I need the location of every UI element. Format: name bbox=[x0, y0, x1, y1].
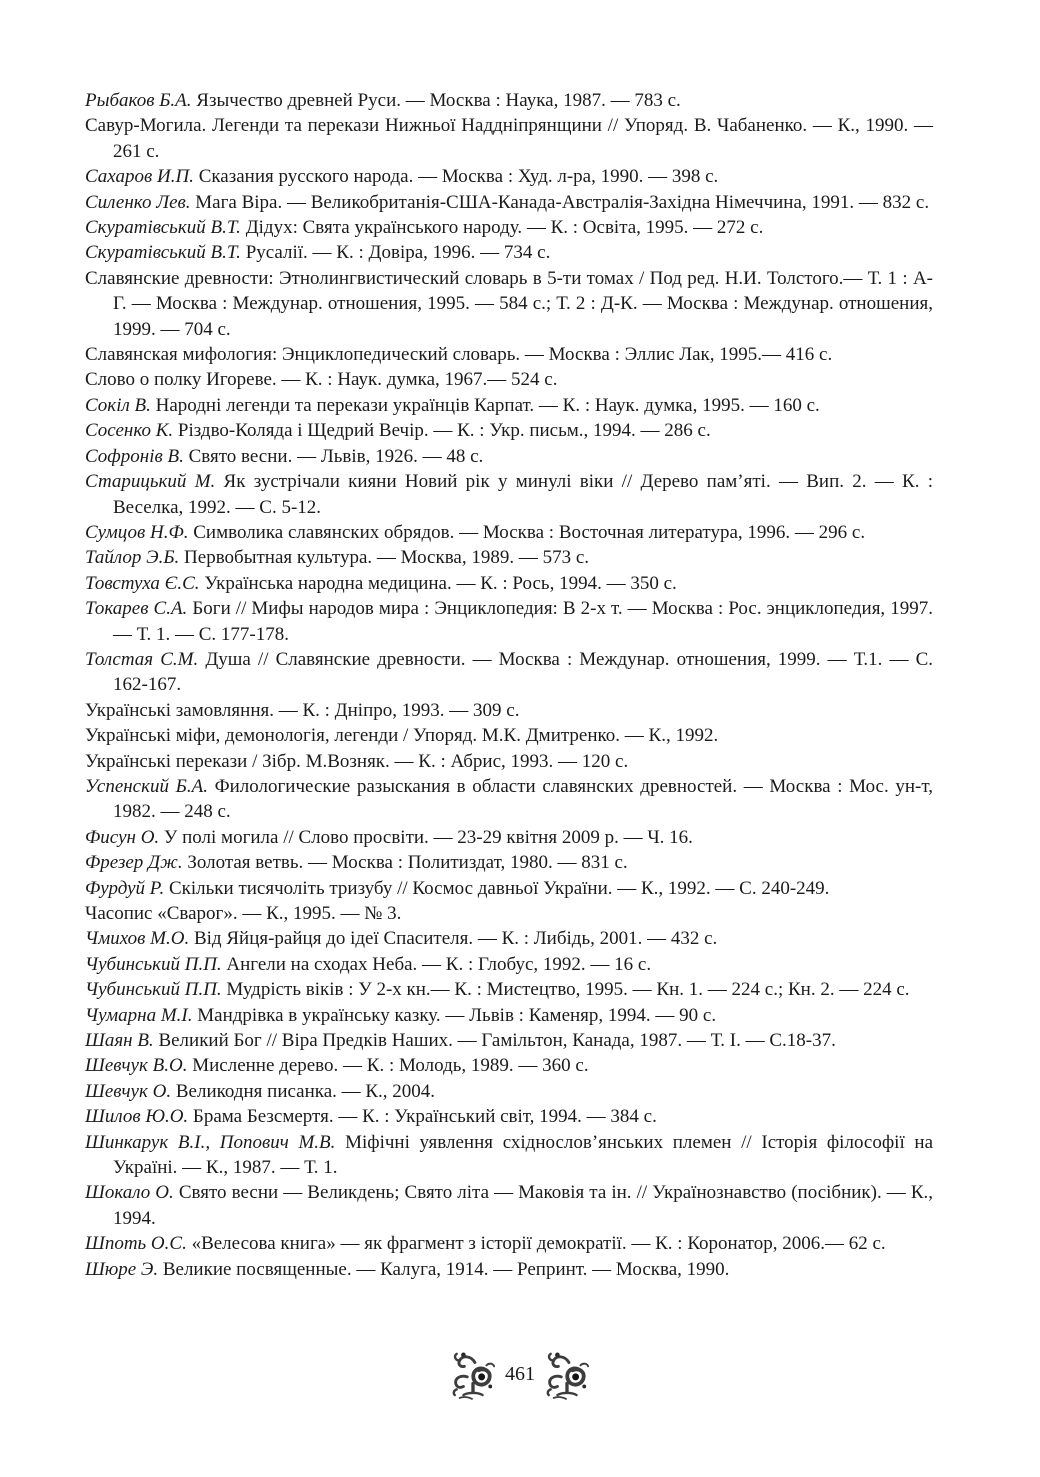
entry-text: Филологические разыскания в области славянских древностей. — Москва : Мос. ун-т, 1982. — 248 с. bbox=[113, 775, 934, 823]
entry-text: Свято весни — Великдень; Свято літа — Маковія та ін. // Українознавство (посібник). — К., 1994. bbox=[113, 1182, 934, 1229]
entry-text: Великий Бог // Віра Предків Наших. — Гамільтон, Канада, 1987. — Т. І. — С.18-37. bbox=[158, 1030, 836, 1052]
entry-text: Боги // Мифы народов мира : Энциклопедия: В 2-х т. — Москва : Рос. энциклопедия, 1997. — Т. 1. — С. 177-178. bbox=[113, 598, 933, 645]
bibliography-entry bbox=[85, 926, 933, 951]
page-footer bbox=[0, 1348, 1040, 1400]
page-number: 461 bbox=[505, 1362, 535, 1385]
bibliography-entry bbox=[85, 444, 933, 469]
bibliography-entry bbox=[85, 1028, 933, 1053]
bibliography-entry bbox=[85, 1079, 933, 1104]
entry-author: Софронів В. bbox=[85, 445, 184, 467]
bibliography-entry bbox=[85, 240, 933, 265]
entry-author: Скуратівський В.Т. bbox=[85, 242, 241, 264]
bibliography-entry bbox=[85, 215, 933, 240]
entry-author: Шилов Ю.О. bbox=[85, 1106, 189, 1128]
entry-text: Свято весни. — Львів, 1926. — 48 с. bbox=[188, 445, 484, 467]
bibliography-entry bbox=[85, 367, 933, 392]
bibliography-entry bbox=[85, 876, 933, 901]
bibliography-entry bbox=[85, 1231, 933, 1256]
bibliography-entry bbox=[85, 469, 933, 520]
fleuron-ornament-right-icon bbox=[544, 1348, 590, 1400]
entry-author: Шевчук О. bbox=[85, 1080, 172, 1102]
bibliography-entry bbox=[85, 774, 933, 825]
entry-text: Різдво-Коляда і Щедрий Вечір. — К. : Укр. письм., 1994. — 286 с. bbox=[177, 420, 711, 442]
entry-text: Народні легенди та перекази українців Карпат. — К. : Наук. думка, 1995. — 160 с. bbox=[155, 394, 820, 416]
entry-author: Фурдуй Р. bbox=[85, 877, 165, 899]
bibliography-entry bbox=[85, 647, 933, 698]
entry-text: Українські перекази / Зібр. М.Возняк. — К. : Абрис, 1993. — 120 с. bbox=[85, 750, 629, 772]
bibliography-entry bbox=[85, 88, 933, 113]
bibliography-entry bbox=[85, 1130, 933, 1181]
bibliography-entry bbox=[85, 164, 933, 189]
entry-author: Чмихов М.О. bbox=[85, 928, 190, 950]
entry-text: Мудрість віків : У 2-х кн.— К. : Мистецтво, 1995. — Кн. 1. — 224 с.; Кн. 2. — 224 с. bbox=[226, 979, 910, 1001]
bibliography-entry bbox=[85, 418, 933, 443]
entry-author: Толстая С.М. bbox=[85, 648, 199, 670]
entry-text: «Велесова книга» — як фрагмент з історії демократії. — К. : Коронатор, 2006.— 62 с. bbox=[191, 1233, 886, 1255]
entry-text: Часопис «Сварог». — К., 1995. — № 3. bbox=[85, 903, 402, 924]
bibliography-entry bbox=[85, 596, 933, 647]
bibliography-entry bbox=[85, 520, 933, 545]
entry-text: Савур-Могила. Легенди та перекази Нижньої Наддніпрянщини // Упоряд. В. Чабаненко. — К., 1990. — 261 с. bbox=[85, 115, 933, 162]
entry-text: Скільки тисячоліть тризубу // Космос давньої України. — К., 1992. — С. 240-249. bbox=[168, 877, 830, 899]
bibliography-entry bbox=[85, 1180, 933, 1231]
fleuron-ornament-left-icon bbox=[450, 1348, 496, 1400]
entry-author: Успенский Б.А. bbox=[85, 775, 208, 797]
entry-author: Фисун О. bbox=[85, 826, 160, 848]
entry-text: Ангели на сходах Неба. — К. : Глобус, 1992. — 16 с. bbox=[226, 953, 652, 975]
entry-author: Фрезер Дж. bbox=[85, 852, 183, 874]
entry-author: Тайлор Э.Б. bbox=[85, 547, 180, 569]
entry-text: Як зустрічали кияни Новий рік у минулі віки // Дерево пам’яті. — Вип. 2. — К. : Веселка, 1992. — С. 5-12. bbox=[113, 471, 933, 518]
entry-text: Символика славянских обрядов. — Москва : Восточная литература, 1996. — 296 с. bbox=[193, 521, 866, 543]
bibliography-entry bbox=[85, 825, 933, 850]
bibliography-entry bbox=[85, 190, 933, 215]
entry-author: Чумарна М.І. bbox=[85, 1004, 193, 1026]
bibliography-entry bbox=[85, 113, 933, 164]
entry-text: Славянские древности: Этнолингвистический словарь в 5-ти томах / Под ред. Н.И. Толстого.— Т. 1 : А-Г. — Москва : Междунар. отношения, 1995. — 584 с.; Т. 2 : Д-К. — Москва : Междунар. отношения, 1999. — 704 с. bbox=[85, 267, 933, 340]
bibliography-entry bbox=[85, 977, 933, 1002]
entry-text: Великодня писанка. — К., 2004. bbox=[175, 1080, 436, 1102]
entry-text: Великие посвященные. — Калуга, 1914. — Репринт. — Москва, 1990. bbox=[162, 1258, 730, 1280]
entry-text: Мандрівка в українську казку. — Львів : Каменяр, 1994. — 90 с. bbox=[197, 1004, 717, 1026]
entry-text: Українські замовляння. — К. : Дніпро, 1993. — 309 с. bbox=[85, 699, 520, 721]
entry-text: Дідух: Свята українського народу. — К. : Освіта, 1995. — 272 с. bbox=[245, 217, 764, 239]
entry-author: Шаян В. bbox=[85, 1030, 154, 1052]
bibliography-entry bbox=[85, 850, 933, 875]
bibliography-entry bbox=[85, 901, 933, 926]
bibliography-entry bbox=[85, 723, 933, 748]
entry-author: Шинкарук В.І., Попович М.В. bbox=[85, 1131, 336, 1153]
entry-text: Мага Віра. — Великобританія-США-Канада-Австралія-Західна Німеччина, 1991. — 832 с. bbox=[195, 191, 930, 213]
entry-author: Шокало О. bbox=[85, 1182, 174, 1204]
bibliography-entry bbox=[85, 749, 933, 774]
entry-text: У полі могила // Слово просвіти. — 23-29 квітня 2009 р. — Ч. 16. bbox=[163, 826, 693, 848]
entry-text: Мисленне дерево. — К. : Молодь, 1989. — 360 с. bbox=[192, 1055, 589, 1077]
entry-text: Славянская мифология: Энциклопедический словарь. — Москва : Эллис Лак, 1995.— 416 с. bbox=[85, 344, 833, 366]
entry-author: Товстуха Є.С. bbox=[85, 572, 200, 594]
bibliography-entry bbox=[85, 1003, 933, 1028]
entry-text: Українська народна медицина. — К. : Рось, 1994. — 350 с. bbox=[204, 572, 677, 594]
bibliography-entry bbox=[85, 266, 933, 342]
bibliography-entry bbox=[85, 393, 933, 418]
entry-text: Первобытная культура. — Москва, 1989. — 573 с. bbox=[184, 547, 590, 569]
entry-text: Сказания русского народа. — Москва : Худ. л-ра, 1990. — 398 с. bbox=[198, 166, 719, 188]
bibliography-entry bbox=[85, 571, 933, 596]
entry-text: Українські міфи, демонологія, легенди / Упоряд. М.К. Дмитренко. — К., 1992. bbox=[85, 725, 719, 747]
entry-text: Золотая ветвь. — Москва : Политиздат, 1980. — 831 с. bbox=[187, 852, 628, 874]
entry-author: Сахаров И.П. bbox=[85, 166, 194, 188]
entry-author: Токарев С.А. bbox=[85, 598, 188, 620]
entry-author: Силенко Лев. bbox=[85, 191, 191, 213]
entry-text: Слово о полку Игореве. — К. : Наук. думка, 1967.— 524 с. bbox=[85, 369, 558, 391]
bibliography-entry bbox=[85, 698, 933, 723]
entry-author: Сосенко К. bbox=[85, 420, 174, 442]
bibliography-entry bbox=[85, 1053, 933, 1078]
entry-author: Сумцов Н.Ф. bbox=[85, 521, 189, 543]
entry-text: Душа // Славянские древности. — Москва : Междунар. отношения, 1999. — Т.1. — С. 162-167. bbox=[113, 648, 933, 696]
entry-author: Чубинський П.П. bbox=[85, 979, 222, 1001]
bibliography-entry bbox=[85, 1257, 933, 1282]
entry-author: Шевчук В.О. bbox=[85, 1055, 188, 1077]
bibliography-entry bbox=[85, 545, 933, 570]
bibliography-entry bbox=[85, 1104, 933, 1129]
bibliography-list bbox=[85, 88, 933, 1282]
entry-author: Сокіл В. bbox=[85, 394, 151, 416]
entry-author: Скуратівський В.Т. bbox=[85, 217, 241, 239]
entry-author: Шпоть О.С. bbox=[85, 1233, 187, 1255]
entry-author: Шюре Э. bbox=[85, 1258, 159, 1280]
entry-author: Рыбаков Б.А. bbox=[85, 90, 192, 111]
entry-text: Міфічні уявлення східнослов’янських племен // Історія філософії на Україні. — К., 1987. — Т. 1. bbox=[113, 1131, 933, 1179]
bibliography-entry bbox=[85, 952, 933, 977]
entry-text: Брама Безсмертя. — К. : Український світ, 1994. — 384 с. bbox=[192, 1106, 657, 1128]
entry-text: Від Яйця-райця до ідеї Спасителя. — К. : Либідь, 2001. — 432 с. bbox=[193, 928, 718, 950]
entry-text: Русалії. — К. : Довіра, 1996. — 734 с. bbox=[245, 242, 551, 264]
bibliography-entry bbox=[85, 342, 933, 367]
entry-author: Старицький М. bbox=[85, 471, 216, 493]
entry-author: Чубинський П.П. bbox=[85, 953, 222, 975]
entry-text: Язычество древней Руси. — Москва : Наука, 1987. — 783 с. bbox=[196, 90, 681, 111]
